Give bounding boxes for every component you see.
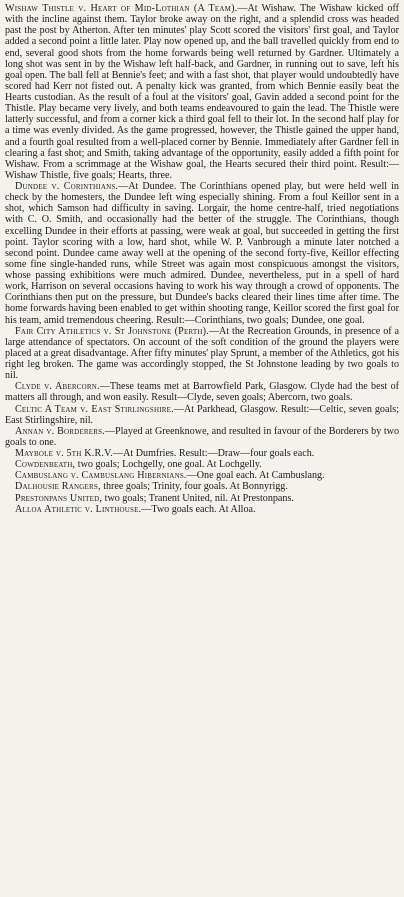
article-cowdenbeath-lochgelly <box>5 459 399 470</box>
article-fair-city-st-johnstone <box>5 326 399 382</box>
article-heading: Celtic A Team v. East Stirlingshire. <box>15 403 174 415</box>
article-heading: Cowdenbeath, <box>15 459 76 471</box>
article-body: two goals; Lochgelly, one goal. At Lochgelly. <box>77 459 262 471</box>
article-heading: Maybole v. 5th K.R.V. <box>15 448 114 459</box>
article-maybole-krv <box>5 448 399 459</box>
article-annan-borderers <box>5 426 399 448</box>
article-heading: Annan v. Borderers. <box>15 425 105 437</box>
article-body: —At Dumfries. Result:—Draw—four goals each. <box>113 448 315 459</box>
article-body: At Wishaw. The Wishaw kicked off with the incline against them. Taylor broke away on the right, and a splendid cross was headed past the post by Atherton. After ten minutes' play Scott scored the visitors' first goal, and Taylor added a second point a little later. Play now opened up, and the ball travelled quickly from end to end, several good shots from the home forwards being well returned by Gardner. Ultimately a long shot was sent in by the Wishaw left half-back, and Gardner, in running out to save, left his goal open. The ball fell at Bennie's feet; and with a fast shot, that player would undoubtedly have scored had Kerr not fisted out. A penalty kick was granted, from which Bennie easily beat the Hearts custodian. As the result of a foul at the visitors' goal, Gavin added a second point for the Thistle. Play became very lively, and both teams endeavoured to gain the lead. The Thistle were latterly successful, and from a corner kick a third goal fell to their lot. In the second half play for a time was evenly divided. As the game progressed, however, the Thistle gained the upper hand, and a fourth goal resulted from a well-placed corner by Bennie. Immediately after Gardner fell in clearing a fast shot; and Smith, taking advantage of the opportunity, easily added a fifth point for Wishaw. From a scrimmage at the Wishaw goal, the Hearts secured their third point. Result:—Wishaw Thistle, five goals; Hearts, three. <box>5 3 400 181</box>
article-body: three goals; Trinity, four goals. At Bonnyrigg. <box>103 481 288 493</box>
article-celtic-east-stirlingshire <box>5 404 399 426</box>
article-body: —These teams met at Barrowfield Park, Glasgow. Clyde had the best of matters all through, and won easily. Result—Clyde, seven goals; Abercorn, two goals. <box>5 381 399 404</box>
article-alloa-linthouse <box>5 504 399 515</box>
article-wishaw-hearts: Wishaw Thistle v. Heart of Mid-Lothian (A Team).—At Wishaw. The Wishaw kicked off with the incline against them. Taylor broke away on the right, and a splendid cross was headed past the post by Atherton. After ten minutes' play Scott scored the visitors' first goal, and Taylor added a second point a little later. Play now opened up, and the ball travelled quickly from end to end, several good shots from the home forwards being well returned by Gardner. Ultimately a long shot was sent in by the Wishaw left half-back, and Gardner, in running out to save, left his goal open. The ball fell at Bennie's feet; and with a fast shot, that player would undoubtedly have scored had Kerr not fisted out. A penalty kick was granted, from which Bennie easily beat the Hearts custodian. As the result of a foul at the visitors' goal, Gavin added a second point for the Thistle. Play became very lively, and both teams endeavoured to gain the lead. The Thistle were latterly successful, and from a corner kick a third goal fell to their lot. In the second half play for a time was evenly divided. As the game progressed, however, the Thistle gained the upper hand, and a fourth goal resulted from a well-placed corner by Bennie. Immediately after Gardner fell in clearing a fast shot; and Smith, taking advantage of the opportunity, easily added a fifth point for Wishaw. From a scrimmage at the Wishaw goal, the Hearts secured their third point. Result:—Wishaw Thistle, five goals; Hearts, three. <box>5 3 400 181</box>
article-dundee-corinthians <box>5 181 399 326</box>
article-body: —Played at Greenknowe, and resulted in favour of the Borderers by two goals to one. <box>5 425 399 448</box>
article-body: —One goal each. At Cambuslang. <box>186 470 325 482</box>
article-body: —At Dundee. The Corinthians opened play, but were held well in check by the homesters, the Dundee left wing especially shining. From a foul Keillor sent in a shot, which Samson had difficulty in saving. Lorgair, the home centre-half, tried negotiations with C. O. Smith, and occasionally had the better of the struggle. The Corinthians, though excelling Dundee in their efforts at passing, were weak at goal, but succeeded in getting the first point. Taylor scoring with a low, hard shot, while W. P. Vanbrough a minute later notched a second point. Dundee came away well at the opening of the second forty-five, Keillor effecting some fine single-handed runs, while Street was again most conspicuous amongst the visitors, whose passing exhibitions were much admired. Dundee, nevertheless, put in a spell of hard work, Harrison on several occasions having to work his way through a crowd of opponents. The Corinthians then put on the pressure, but Dundee's backs cleared their lines time after time. The home forwards having been enabled to get within shooting range, Keillor scored the first goal for his team, amid tremendous cheering. Result:—Corinthians, two goals; Dundee, one goal. <box>5 181 399 326</box>
article-heading: Alloa Athletic v. Linthouse. <box>15 503 142 515</box>
article-heading: Clyde v. Abercorn. <box>15 381 100 393</box>
article-heading: Fair City Athletics v. St Johnstone (Perth). <box>15 325 209 337</box>
article-heading: Dalhousie Rangers, <box>15 481 101 493</box>
article-heading: Cambuslang v. Cambuslang Hibernians. <box>15 470 187 482</box>
article-dalhousie-trinity <box>5 481 399 492</box>
article-prestonpans-tranent <box>5 493 399 504</box>
article-body: —At the Recreation Grounds, in presence of a large attendance of spectators. On account of the soft condition of the ground the players were placed at a great disadvantage. After fifty minutes' play Sprunt, a member of the Athletics, got his right leg broken. The game was accordingly stopped, the St Johnstone leading by two goals to nil. <box>5 325 400 382</box>
article-body: —Two goals each. At Alloa. <box>141 503 256 515</box>
article-cambuslang-hibernians <box>5 470 399 481</box>
article-heading: Prestonpans United, <box>15 492 103 504</box>
article-body: two goals; Tranent United, nil. At Prestonpans. <box>104 492 294 504</box>
article-clyde-abercorn <box>5 381 399 403</box>
article-body: —At Parkhead, Glasgow. Result:—Celtic, seven goals; East Stirlingshire, nil. <box>5 403 399 426</box>
article-heading: Dundee v. Corinthians. <box>15 181 119 192</box>
article-heading: Wishaw Thistle v. Heart of Mid-Lothian (A Team). <box>5 3 238 14</box>
